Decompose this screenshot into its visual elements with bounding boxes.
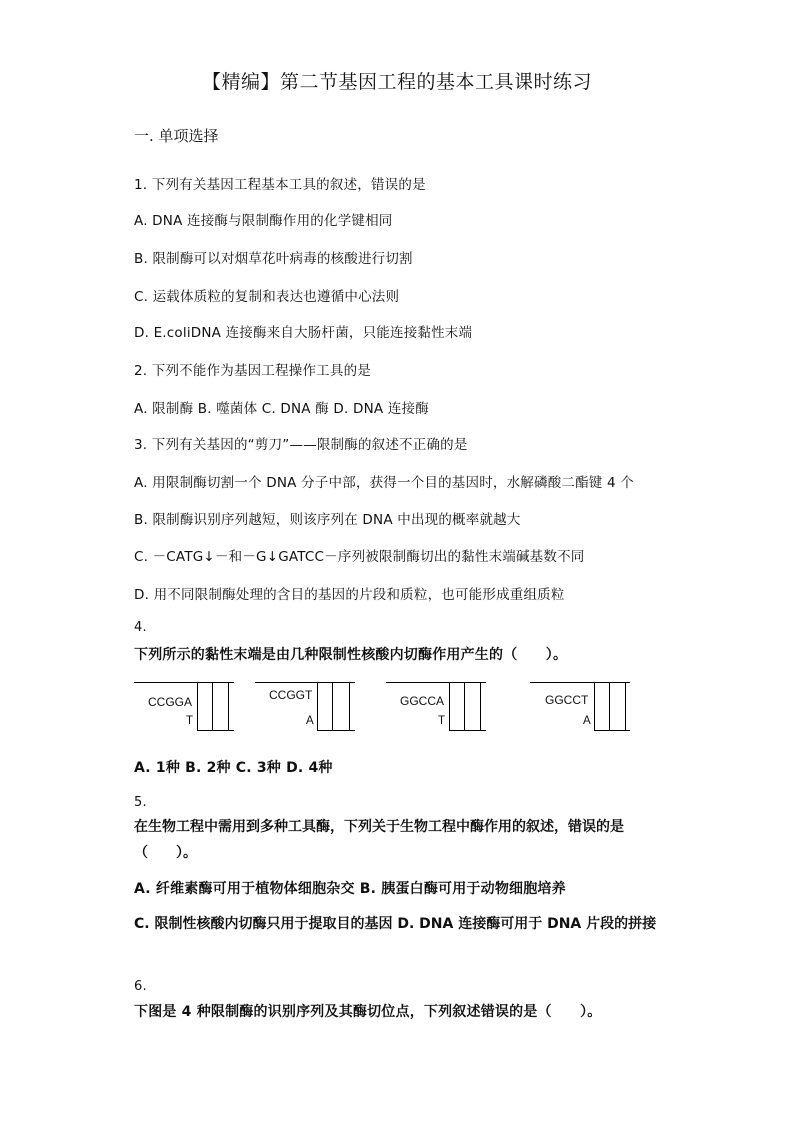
question-2-stem: 2. 下列不能作为基因工程操作工具的是 [134, 363, 371, 379]
question-1-stem: 1. 下列有关基因工程基本工具的叙述，错误的是 [134, 177, 426, 193]
question-1-option-c: C. 运载体质粒的复制和表达也遵循中心法则 [134, 289, 400, 305]
question-1-option-b: B. 限制酶可以对烟草花叶病毒的核酸进行切割 [134, 251, 413, 267]
question-1-option-d: D. E.coliDNA 连接酶来自大肠杆菌，只能连接黏性末端 [134, 325, 473, 341]
question-3-stem: 3. 下列有关基因的“剪刀”——限制酶的叙述不正确的是 [134, 437, 468, 453]
question-6-stem: 下图是 4 种限制酶的识别序列及其酶切位点，下列叙述错误的是（ ）。 [134, 1004, 602, 1020]
question-3-option-a: A. 用限制酶切割一个 DNA 分子中部，获得一个目的基因时，水解磷酸二酯键 4 个 [134, 475, 634, 491]
fragment-base: T [186, 715, 194, 727]
question-3-option-b: B. 限制酶识别序列越短，则该序列在 DNA 中出现的概率就越大 [134, 512, 521, 528]
question-5-stem: 在生物工程中需用到多种工具酶，下列关于生物工程中酶作用的叙述，错误的是（ ）。 [134, 819, 624, 861]
fragment-sequence: CCGGA [148, 695, 193, 709]
page-title: 【精编】第二节基因工程的基本工具课时练习 [201, 71, 592, 93]
question-4-options: A. 1种 B. 2种 C. 3种 D. 4种 [134, 760, 333, 776]
sticky-end-fragment [255, 682, 355, 732]
fragment-base: A [306, 715, 314, 727]
sticky-end-fragment [530, 682, 630, 732]
sticky-end-fragment [134, 682, 234, 732]
question-5-options-ab: A. 纤维素酶可用于植物体细胞杂交 B. 胰蛋白酶可用于动物细胞培养 [134, 881, 566, 897]
question-5-number: 5. [134, 795, 147, 810]
fragment-sequence: GGCCA [400, 694, 445, 708]
question-5-options-cd: C. 限制性核酸内切酶只用于提取目的基因 D. DNA 连接酶可用于 DNA 片段的拼接 [134, 916, 657, 932]
section-heading: 一. 单项选择 [134, 127, 219, 145]
sticky-end-fragment [386, 682, 486, 732]
question-4-number: 4. [134, 620, 147, 635]
fragment-sequence: CCGGT [269, 688, 313, 702]
question-4-stem: 下列所示的黏性末端是由几种限制性核酸内切酶作用产生的（ ）。 [134, 647, 568, 663]
fragment-base: T [438, 715, 446, 727]
question-3-option-d: D. 用不同限制酶处理的含目的基因的片段和质粒，也可能形成重组质粒 [134, 587, 565, 603]
fragment-sequence: GGCCT [545, 693, 589, 707]
question-2-options: A. 限制酶 B. 噬菌体 C. DNA 酶 D. DNA 连接酶 [134, 401, 429, 417]
fragment-base: A [583, 715, 591, 727]
question-3-option-c: C. －CATG↓－和－G↓GATCC－序列被限制酶切出的黏性末端碱基数不同 [134, 549, 585, 565]
question-6-number: 6. [134, 979, 147, 994]
question-1-option-a: A. DNA 连接酶与限制酶作用的化学键相同 [134, 213, 393, 229]
